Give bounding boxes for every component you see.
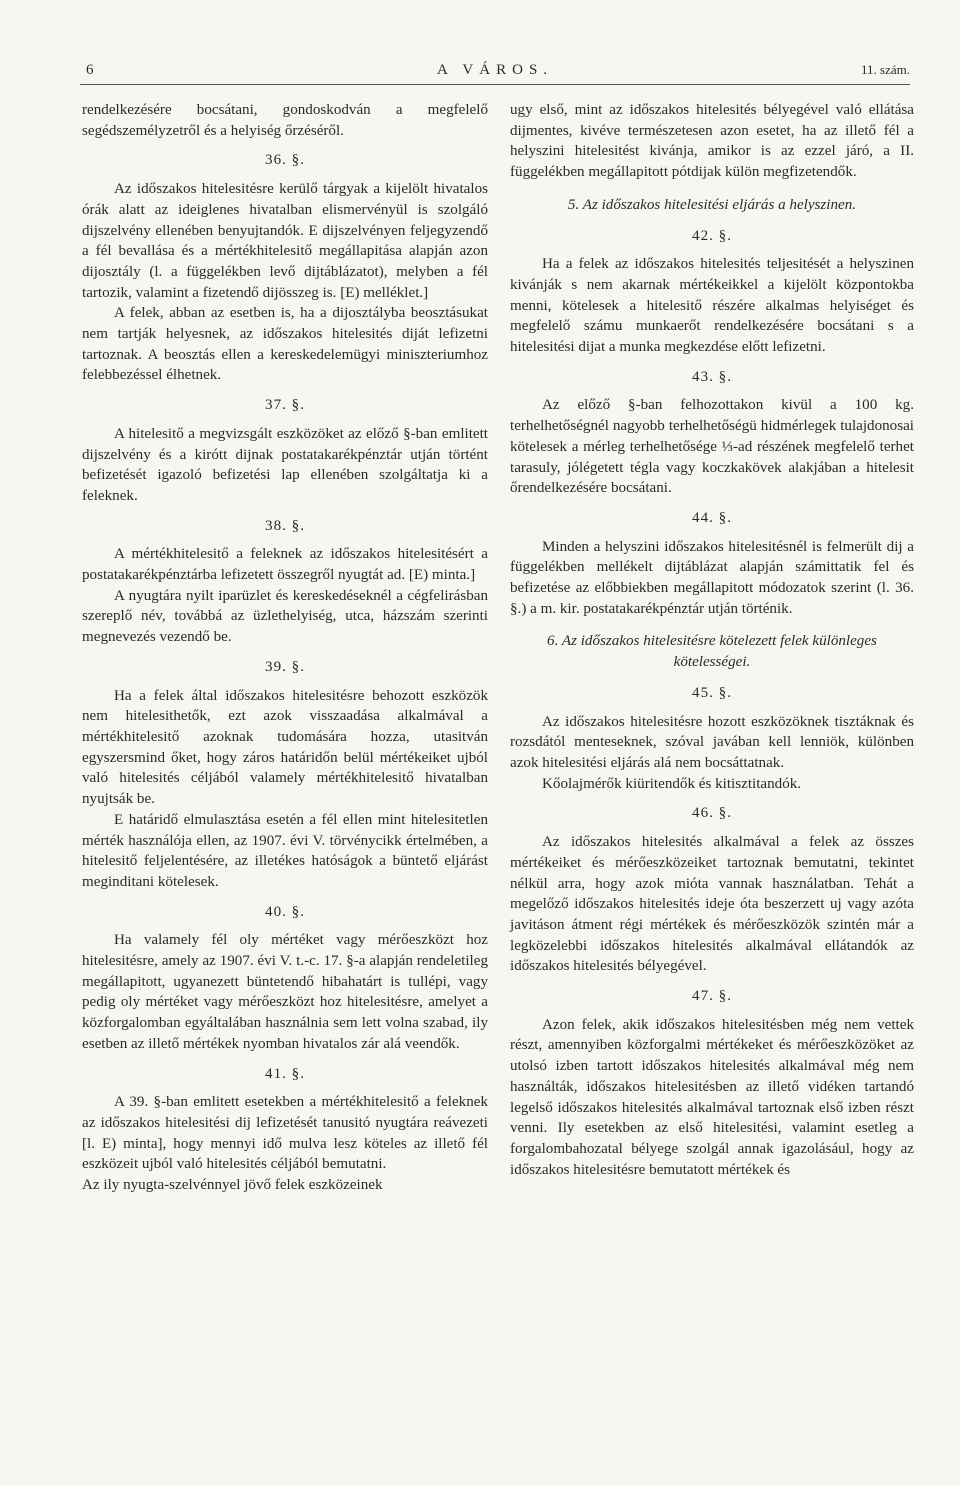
section-36-paragraph-1: Az időszakos hitelesitésre kerülő tárgyak a kijelölt hivatalos órák alatt az ideiglenes hivatalban elismervényül is szolgáló dijszelvény ellenében benyujtandók. E dijszelvényen feljegyzendő a fél bevallása és a mértékhitelesitő megállapitása alapján azon dijosztály (l. a függelékben levő dijtáblázatot), melyben a fél tartozik, valamint a fizetendő dijösszeg is. [E) melléklet.] [82, 181, 488, 301]
section-39-number: 39. §. [265, 658, 305, 675]
section-41-paragraph-2: Az ily nyugta-szelvénnyel jövő felek eszközeinek [82, 1177, 383, 1194]
section-39-paragraph-1: Ha a felek által időszakos hitelesitésre behozott eszközök nem hitelesithetők, ezt azok visszaadása alkalmával a mértékhitelesitő azoknak tudomására hozza, utasitván egyszersmind őket, hogy záros határidőn belül mértékeiket ujból való hitelesités céljából valamely mértékhitelesitő hivatalban nyujtsák be. [82, 687, 488, 808]
section-36-paragraph-2: A felek, abban az esetben is, ha a dijosztályba beosztásukat nem tartják helyesnek, az időszakos hitelesités diját lefizetni tartoznak. A beosztás ellen a kereskedelemügyi miniszteriumhoz felebbezéssel élhetnek. [82, 305, 488, 384]
page-number: 6 [86, 62, 94, 78]
section-42-number: 42. §. [692, 227, 732, 244]
page-header [80, 62, 910, 84]
section-38-number: 38. §. [265, 517, 305, 534]
section-45-paragraph-2: Kőolajmérők kiüritendők és kitisztitandók. [542, 775, 802, 792]
section-41-number: 41. §. [265, 1065, 305, 1082]
section-42-paragraph: Ha a felek az időszakos hitelesités teljesitését a helyszinen kivánják s nem akarnak mértékeikkel a kijelölt központokba menni, kötelesek a hitelesitő részére alkalmas helyiséget és megfelelő számu munkaerőt rendelkezésére bocsátani s a hitelesitési dijat a munka megkezdése előtt lefizetni. [510, 256, 914, 356]
section-44-paragraph: Minden a helyszini időszakos hitelesitésnél is felmerült dij a függelékben mellékelt dijtáblázat alapján számittatik fel és befizetése az előbbiekben megállapitott módozatok szerint (l. 36. §.) a m. kir. postatakarékpénztár utján történik. [510, 538, 914, 617]
chapter-6-heading: 6. Az időszakos hitelesitésre kötelezett felek különleges kötelességei. [547, 633, 877, 671]
section-47-number: 47. §. [692, 988, 732, 1005]
section-43-number: 43. §. [692, 368, 732, 385]
section-46-paragraph: Az időszakos hitelesités alkalmával a felek az összes mértékeiket és mérőeszközeiket tartoznak bemutatni, tekintet nélkül arra, hogy azok mióta vannak használatban. Tehát a megelőző időszakos hitelesités ideje óta beszerzett uj vagy azóta javitáson átment régi mértékek és mérőeszközök szintén már a legközelebbi időszakos hitelesités alkalmával ellátandók az időszakos hitelesités bélyegével. [510, 834, 914, 975]
section-46-number: 46. §. [692, 805, 732, 822]
chapter-5-heading: 5. Az időszakos hitelesitési eljárás a helyszinen. [567, 196, 857, 213]
section-43-paragraph: Az előző §-ban felhozottakon kivül a 100 kg. terhelhetőségnél nagyobb terhelhetőségü hidmérlegek tulajdonosai kötelesek a mérleg terhelhetősége ⅓-ad részének megfelelő terhet tarasuly, jólégetett tégla vagy koczkakövek alakjában a hitelesit őrendelkezésére bocsátani. [510, 397, 914, 497]
paragraph-continued: rendelkezésére bocsátani, gondoskodván a megfelelő segédszemélyzetről és a helyiség őrzéséről. [82, 102, 488, 139]
header-rule [80, 84, 910, 85]
section-41-paragraph-1: A 39. §-ban emlitett esetekben a mértékhitelesitő a feleknek az időszakos hitelesitési dij lefizetését tanusitó nyugtára reávezeti [l. E) minta], hogy mennyi idő mulva lesz köteles az illető fél eszközeit ujból való hitelesités céljából bemutatni. [82, 1094, 488, 1173]
section-37-paragraph: A hitelesitő a megvizsgált eszközöket az előző §-ban emlitett dijszelvény és a kirótt dijnak postatakarékpénztár utján történt befizetését igazoló befizetési lap ellenében szolgáltatja ki a feleknek. [82, 425, 488, 504]
section-47-paragraph: Azon felek, akik időszakos hitelesitésben még nem vettek részt, amennyiben közforgalmi mértékeket és mérőeszközöket az utolsó izben tartott időszakos hitelesités alkalmával még nem használták, időszakos hitelesitésben az illető vidéken tartandó legelső időszakos hitelesités alkalmával tartoznak első izben részt venni. Ily esetekben az első hitelesitési, valamint esetleg a forgalombahozatal bélyege szolgál annak igazolásául, hogy az időszakos hitelesitésre bemutatott mértékek és [510, 1016, 914, 1178]
section-45-paragraph-1: Az időszakos hitelesitésre hozott eszközöknek tisztáknak és rozsdától menteseknek, szóval javában kell lenniök, különben azok hitelesitési eljárás alá nem bocsáttatnak. [510, 713, 914, 771]
left-column [82, 100, 488, 1196]
section-40-paragraph: Ha valamely fél oly mértéket vagy mérőeszközt hoz hitelesitésre, amely az 1907. évi V. t.-c. 17. §-a alapján rendeletileg megállapitott, ugyanezett büntetendő hibahatárt is tullépi, vagy pedig oly mértéket vagy mérőeszközt hoz hitelesitésre, amelyet a közforgalomban egyáltalában használnia sem lett volna szabad, ily esetben az illető mértékek nyomban hivatalos zár alá veendők. [82, 932, 488, 1052]
right-column [510, 100, 914, 1180]
running-title: A VÁROS. [436, 62, 554, 78]
section-36-number: 36. §. [265, 152, 305, 169]
paragraph-continued: ugy első, mint az időszakos hitelesités bélyegével való ellátása dijmentes, kivéve természetesen azon esetet, ha az illető fél a helyszini hitelesitést kivánja, amikor is az ezzel járó, a II. függelékben megállapitott pótdijak külön megfizetendők. [510, 102, 914, 181]
section-45-number: 45. §. [692, 684, 732, 701]
section-38-paragraph-1: A mértékhitelesitő a feleknek az időszakos hitelesitésért a postatakarékpénztárba lefizetett összegről nyugtát ad. [E) minta.] [82, 546, 488, 584]
section-44-number: 44. §. [692, 509, 732, 526]
section-37-number: 37. §. [265, 397, 305, 414]
section-39-paragraph-2: E határidő elmulasztása esetén a fél ellen mint hitelesitetlen mérték használója ellen, az 1907. évi V. törvénycikk értelmében, a hitelesitő feljelentésére, az illetékes hatóságok a büntető eljárást meginditani kötelesek. [82, 811, 488, 890]
section-38-paragraph-2: A nyugtára nyilt iparüzlet és kereskedéseknél a cégfelirásban szereplő név, továbbá az üzlethelyiség, utca, házszám szerinti megnevezés vezendő be. [82, 587, 488, 646]
section-40-number: 40. §. [265, 903, 305, 920]
issue-number: 11. szám. [861, 62, 910, 77]
